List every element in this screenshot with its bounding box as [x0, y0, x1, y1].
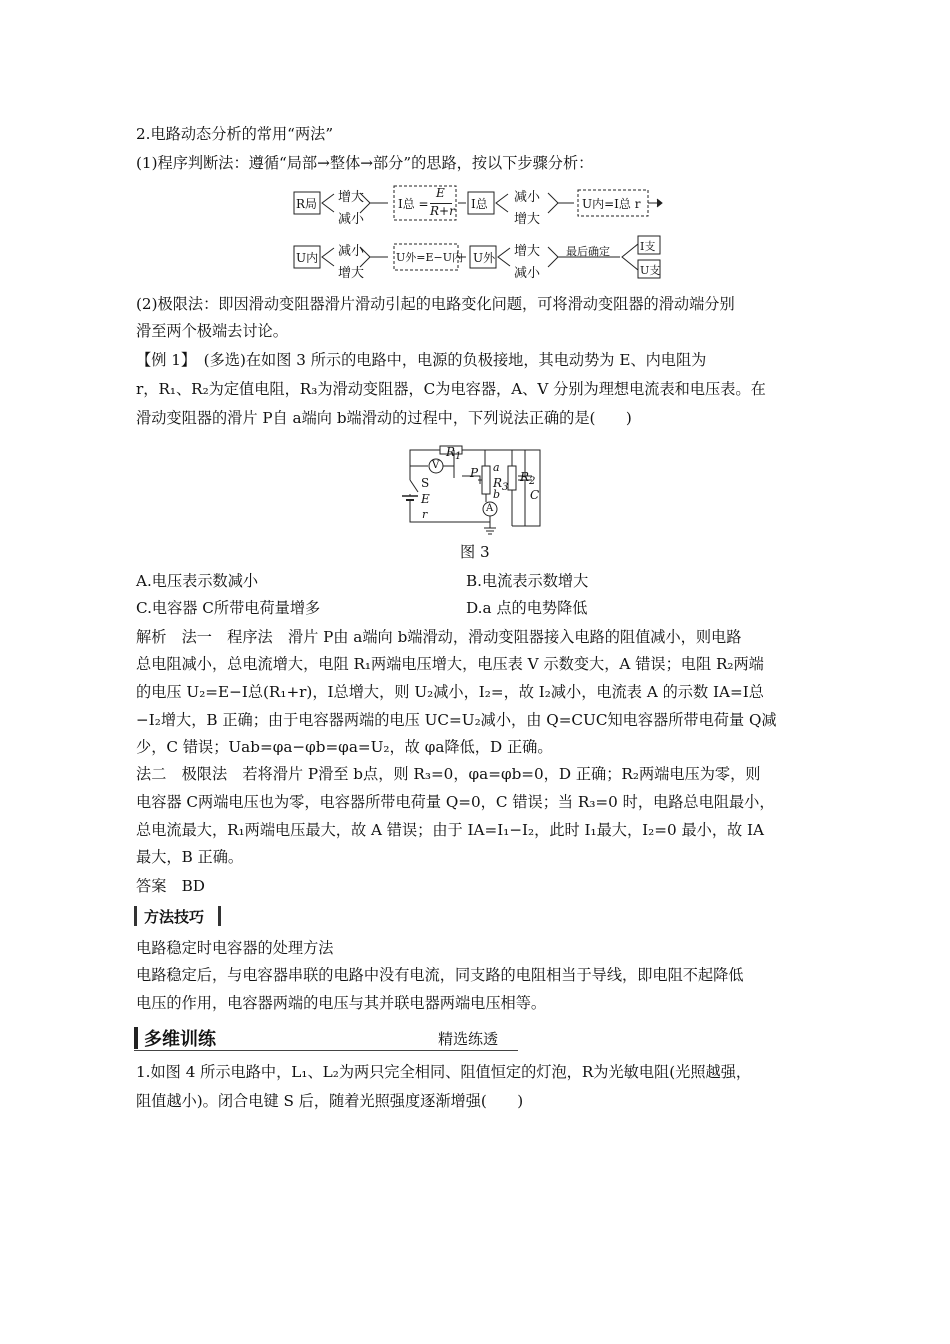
example-line-3: 滑动变阻器的滑片 P自 a端向 b端滑动的过程中，下列说法正确的是( ): [136, 409, 632, 427]
solution-line-1: 解析 法一 程序法 滑片 P由 a端向 b端滑动，滑动变阻器接入电路的阻值减小，则电路: [136, 628, 742, 646]
flow-dec-1: 减小: [338, 212, 365, 227]
answer: 答案 BD: [136, 877, 205, 895]
solution-line-8: 总电流最大，R₁两端电压最大，故 A 错误；由于 IA=I₁−I₂，此时 I₁最大，I₂=0 最小，故 IA: [136, 821, 765, 839]
flow-inc-2: 增大: [514, 212, 541, 227]
train-title: 多维训练: [144, 1029, 216, 1050]
solution-line-5: 少，C 错误；Uab=φa−φb=φa=U₂，故 φa降低，D 正确。: [136, 738, 553, 756]
label-p: P: [470, 466, 479, 480]
flow-eq1-lhs: I总 =: [398, 197, 429, 211]
flow-r-part: R局: [296, 197, 318, 211]
option-c: C.电容器 C所带电荷量增多: [136, 599, 321, 617]
tip-tag-bar-left: [134, 906, 137, 926]
solution-line-7: 电容器 C两端电压也为零，电容器所带电荷量 Q=0，C 错误；当 R₃=0 时，电路总电阻最小，: [136, 793, 775, 811]
label-r2: $R_2$: [520, 470, 536, 487]
example-line-1: 【例 1】 (多选)在如图 3 所示的电路中，电源的负极接地，其电动势为 E、内电阻为: [136, 351, 707, 369]
train-header-bar: [134, 1027, 138, 1049]
tip-line-1: 电路稳定后，与电容器串联的电路中没有电流，同支路的电阻相当于导线，即电阻不起降低: [136, 966, 744, 984]
solution-line-9: 最大，B 正确。: [136, 848, 244, 866]
label-b: b: [493, 488, 501, 501]
label-v: V: [432, 460, 440, 471]
resistor-r3: [482, 466, 490, 494]
label-e: E: [421, 492, 430, 506]
label-r1: $R_1$: [446, 445, 462, 462]
flow-inc-4: 增大: [514, 244, 541, 259]
label-c: C: [530, 488, 540, 502]
option-d: D.a 点的电势降低: [466, 599, 588, 617]
flow-final: 最后确定: [566, 245, 610, 258]
switch-icon: [410, 480, 418, 492]
resistor-r2: [508, 466, 516, 490]
label-s: S: [421, 476, 430, 490]
flow-i-total: I总: [471, 197, 488, 211]
flow-dec-4: 减小: [514, 266, 541, 281]
flow-dec-2: 减小: [514, 190, 541, 205]
solution-line-6: 法二 极限法 若将滑片 P滑至 b点，则 R₃=0，φa=φb=0，D 正确；R₂两端电压为零，则: [136, 765, 761, 783]
train-subtitle: 精选练透: [438, 1030, 499, 1048]
tip-tag-bar-right: [218, 906, 221, 926]
train-header-rule: [134, 1050, 518, 1051]
label-r3: $R_3$: [493, 476, 509, 493]
option-b: B.电流表示数增大: [466, 572, 589, 590]
section-title: 2.电路动态分析的常用“两法”: [136, 125, 334, 143]
label-r: r: [422, 508, 428, 521]
question-1-line-1: 1.如图 4 所示电路中，L₁、L₂为两只完全相同、阻值恒定的灯泡，R为光敏电阻(光照越强，: [136, 1063, 752, 1081]
flow-i-branch: I支: [640, 240, 656, 253]
tip-title: 方法技巧: [144, 908, 205, 926]
paragraph-limit-1: (2)极限法：即因滑动变阻器滑片滑动引起的电路变化问题，可将滑动变阻器的滑动端分别: [136, 295, 735, 313]
option-a: A.电压表示数减小: [136, 572, 259, 590]
tip-line-2: 电压的作用，电容器两端的电压与其并联电器两端电压相等。: [136, 994, 547, 1012]
flow-u-out: U外: [473, 251, 496, 265]
question-1-line-2: 阻值越小)。闭合电键 S 后，随着光照强度逐渐增强( ): [136, 1092, 524, 1110]
solution-line-3: 的电压 U₂=E−I总(R₁+r)，I总增大，则 U₂减小，I₂=，故 I₂减小，电流表 A 的示数 IA=I总: [136, 683, 764, 701]
example-line-2: r，R₁、R₂为定值电阻，R₃为滑动变阻器，C为电容器，A、V 分别为理想电流表和电压表。在: [136, 380, 766, 398]
label-ammeter: A: [486, 503, 494, 514]
label-a: a: [493, 461, 500, 474]
flow-eq1-den: R+r: [430, 204, 455, 218]
solution-line-4: −I₂增大，B 正确；由于电容器两端的电压 UC=U₂减小，由 Q=CUC知电容器所带电荷量 Q减: [136, 711, 777, 729]
flow-inc-1: 增大: [338, 190, 365, 205]
figure-caption: 图 3: [460, 543, 490, 561]
paragraph-procedure: (1)程序判断法：遵循“局部→整体→部分”的思路，按以下步骤分析：: [136, 154, 594, 172]
tip-subtitle: 电路稳定时电容器的处理方法: [136, 939, 334, 957]
flow-inc-3: 增大: [338, 266, 365, 281]
flow-u-branch: U支: [640, 264, 661, 277]
flow-u-in: U内: [296, 251, 319, 265]
flow-eq1-num: E: [436, 186, 445, 200]
flow-eq2: U内=I总 r: [582, 197, 641, 211]
flow-dec-3: 减小: [338, 244, 365, 259]
flow-eq3: U外=E−U内: [396, 251, 464, 264]
solution-line-2: 总电阻减小，总电流增大，电阻 R₁两端电压增大，电压表 V 示数变大，A 错误；电阻 R₂两端: [136, 655, 764, 673]
paragraph-limit-2: 滑至两个极端去讨论。: [136, 322, 288, 340]
